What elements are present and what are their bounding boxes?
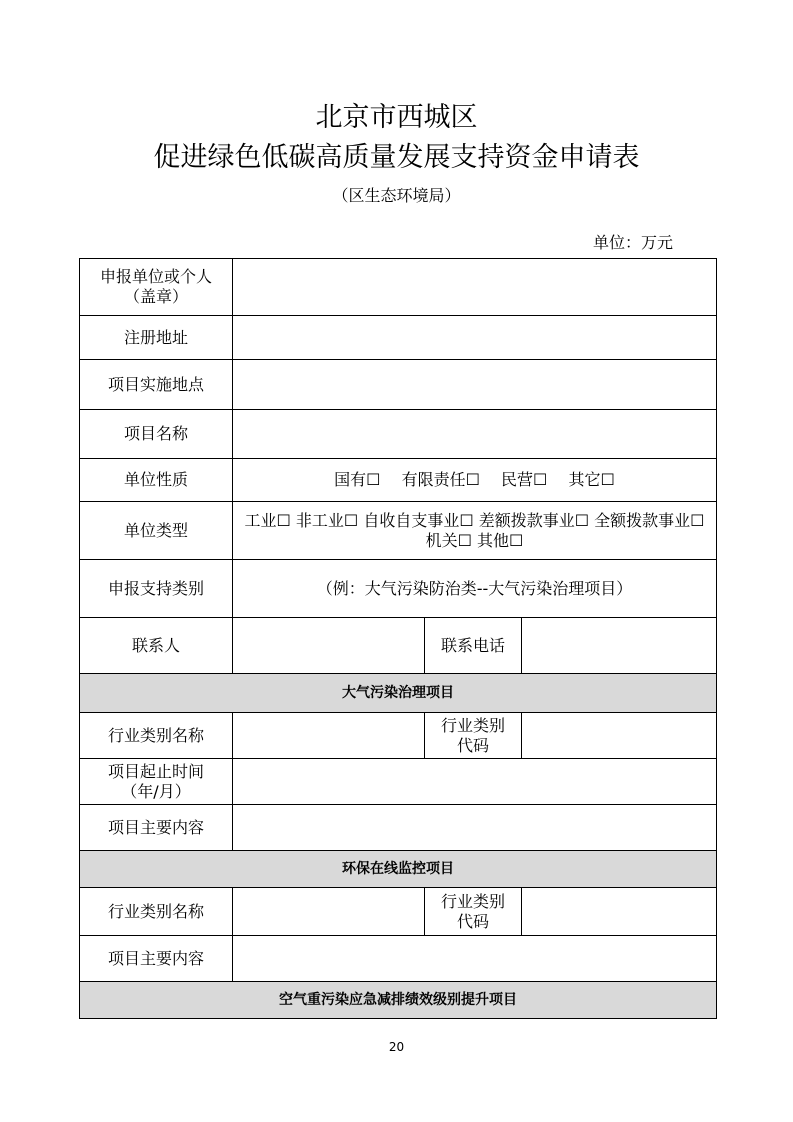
air-period-value[interactable] bbox=[233, 759, 717, 805]
monitor-industry-code-label-line-2: 代码 bbox=[456, 911, 489, 931]
row-project-name bbox=[80, 410, 717, 459]
row-air-industry bbox=[80, 713, 717, 759]
row-location bbox=[80, 360, 717, 410]
air-content-label: 项目主要内容 bbox=[80, 805, 233, 851]
title-line-2: 促进绿色低碳高质量发展支持资金申请表 bbox=[153, 142, 640, 173]
monitor-content-label: 项目主要内容 bbox=[80, 936, 233, 982]
monitor-industry-name-value[interactable] bbox=[233, 888, 425, 936]
air-industry-code-label-line-1: 行业类别 bbox=[440, 715, 505, 735]
type-options[interactable]: 工业☐ 非工业☐ 自收自支事业☐ 差额拨款事业☐ 全额拨款事业☐ 机关☐ 其他☐ bbox=[233, 502, 717, 560]
row-section-emergency bbox=[80, 982, 717, 1019]
address-label: 注册地址 bbox=[80, 316, 233, 360]
row-section-air bbox=[80, 674, 717, 713]
air-industry-name-value[interactable] bbox=[233, 713, 425, 759]
location-label: 项目实施地点 bbox=[80, 360, 233, 410]
monitor-industry-code-label bbox=[425, 888, 522, 936]
section-air-title: 大气污染治理项目 bbox=[80, 674, 717, 713]
section-emergency-title: 空气重污染应急减排绩效级别提升项目 bbox=[80, 982, 717, 1019]
air-period-label-line-2: （年/月） bbox=[121, 781, 191, 801]
applicant-label-line-2: （盖章） bbox=[123, 287, 188, 306]
air-industry-name-label: 行业类别名称 bbox=[80, 713, 233, 759]
row-applicant bbox=[80, 259, 717, 316]
monitor-content-value[interactable] bbox=[233, 936, 717, 982]
project-name-label: 项目名称 bbox=[80, 410, 233, 459]
row-address bbox=[80, 316, 717, 360]
page-number: 20 bbox=[388, 1040, 405, 1054]
row-type bbox=[80, 502, 717, 560]
address-value[interactable] bbox=[233, 316, 717, 360]
title-line-1: 北京市西城区 bbox=[315, 102, 478, 133]
category-example[interactable]: （例：大气污染防治类--大气污染治理项目） bbox=[233, 560, 717, 618]
row-monitor-industry bbox=[80, 888, 717, 936]
air-period-label-line-1: 项目起止时间 bbox=[107, 761, 204, 781]
row-monitor-content bbox=[80, 936, 717, 982]
location-value[interactable] bbox=[233, 360, 717, 410]
phone-label: 联系电话 bbox=[425, 618, 522, 674]
row-category bbox=[80, 560, 717, 618]
row-section-monitor bbox=[80, 851, 717, 888]
applicant-label bbox=[80, 259, 233, 316]
phone-value[interactable] bbox=[522, 618, 717, 674]
air-content-value[interactable] bbox=[233, 805, 717, 851]
section-monitor-title: 环保在线监控项目 bbox=[80, 851, 717, 888]
air-industry-code-label-line-2: 代码 bbox=[456, 735, 489, 755]
unit-label: 单位：万元 bbox=[593, 233, 674, 252]
air-industry-code-label bbox=[425, 713, 522, 759]
nature-options[interactable]: 国有☐ 有限责任☐ 民营☐ 其它☐ bbox=[233, 459, 717, 502]
type-label: 单位类型 bbox=[80, 502, 233, 560]
contact-label: 联系人 bbox=[80, 618, 233, 674]
category-label: 申报支持类别 bbox=[80, 560, 233, 618]
air-period-label bbox=[80, 759, 233, 805]
project-name-value[interactable] bbox=[233, 410, 717, 459]
monitor-industry-code-value[interactable] bbox=[522, 888, 717, 936]
row-contact bbox=[80, 618, 717, 674]
monitor-industry-name-label: 行业类别名称 bbox=[80, 888, 233, 936]
subtitle: （区生态环境局） bbox=[332, 186, 461, 205]
row-nature bbox=[80, 459, 717, 502]
nature-label: 单位性质 bbox=[80, 459, 233, 502]
applicant-label-line-1: 申报单位或个人 bbox=[99, 267, 212, 286]
row-air-period bbox=[80, 759, 717, 805]
row-air-content bbox=[80, 805, 717, 851]
application-form-table bbox=[79, 258, 717, 1019]
applicant-value[interactable] bbox=[233, 259, 717, 316]
air-industry-code-value[interactable] bbox=[522, 713, 717, 759]
contact-value[interactable] bbox=[233, 618, 425, 674]
monitor-industry-code-label-line-1: 行业类别 bbox=[440, 891, 505, 911]
